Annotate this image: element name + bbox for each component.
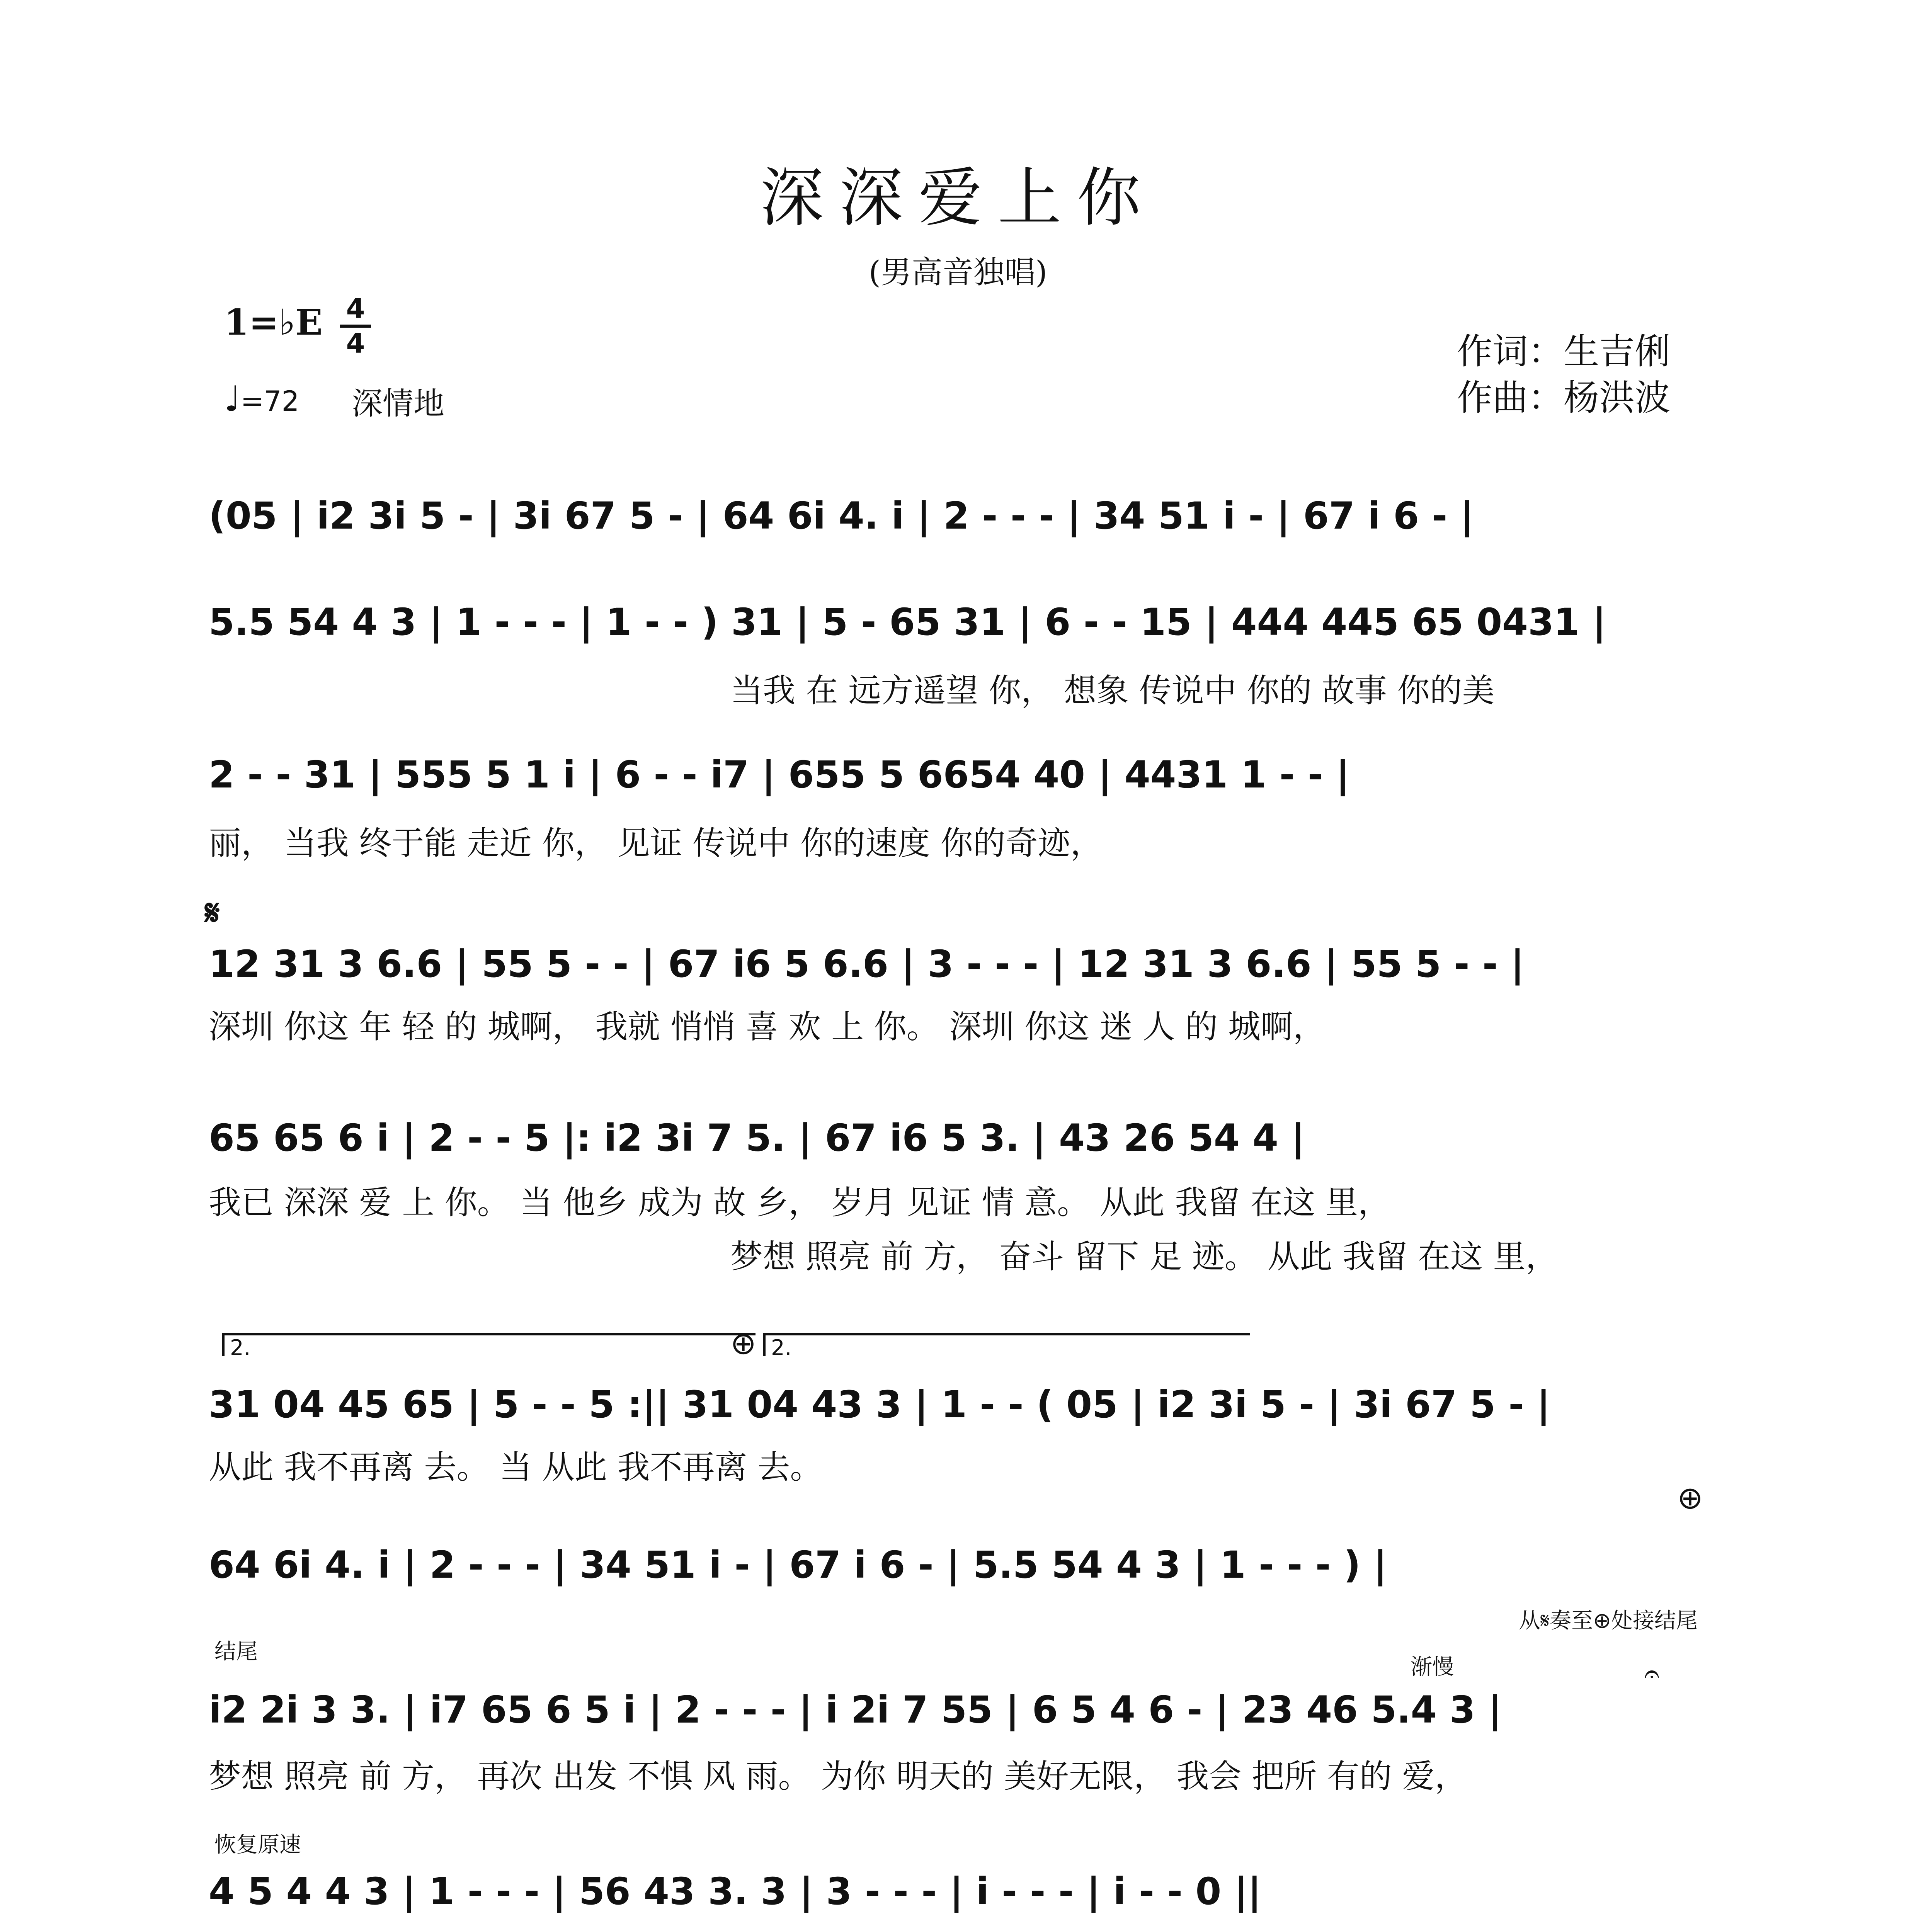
time-signature [340,294,371,359]
song-subtitle: (男高音独唱) [868,254,1048,290]
notes-line: 64 6i 4. i | 2 - - - | 34 51 i - | 67 i 6 - | 5.5 54 4 3 | 1 - - - ) | [209,1543,1387,1587]
notes-line: 5.5 54 4 3 | 1 - - - | 1 - - ) 31 | 5 - 65 31 | 6 - - 15 | 444 445 65 0431 | [209,600,1606,644]
notes-line: i2 2i 3 3. | i7 65 6 5 i | 2 - - - | i 2i 7 55 | 6 5 4 6 - | 23 46 5.4 3 | [209,1688,1502,1731]
meter-bottom: 4 [346,328,365,359]
coda-icon: ⊕ [1677,1480,1703,1516]
meter-top: 4 [346,293,365,325]
song-title: 深深爱上你 [760,161,1156,235]
credits [1457,328,1670,421]
notes-line: 12 31 3 6.6 | 55 5 - - | 67 i6 5 6.6 | 3 - - - | 12 31 3 6.6 | 55 5 - - | [209,942,1525,986]
lyrics-line: 丽， 当我 终于能 走近 你， 见证 传说中 你的速度 你的奇迹， [209,824,1103,862]
volta-bracket-2: 2. [763,1333,1250,1356]
lyrics-line: 从此 我不再离 去。 当 从此 我不再离 去。 [209,1448,823,1486]
coda-icon: ⊕ [730,1325,757,1361]
lyrics-line: 当我 在 远方遥望 你， 想象 传说中 你的 故事 你的美 [730,672,1495,709]
key-signature: 1=♭E [224,301,323,343]
tempo-marking [224,379,299,419]
notes-line: 4 5 4 4 3 | 1 - - - | 56 43 3. 3 | 3 - - - | i - - - | i - - 0 || [209,1870,1261,1913]
dal-segno-instruction: 从𝄋奏至⊕处接结尾 [1519,1608,1698,1633]
quarter-note-icon: ♩ [224,379,241,419]
lyrics-line: 深圳 你这 年 轻 的 城啊， 我就 悄悄 喜 欢 上 你。 深圳 你这 迷 人 的 城啊， [209,1008,1326,1046]
ritardando-marking: 渐慢 [1411,1655,1454,1680]
meter-divider [340,325,371,328]
notes-line: 2 - - 31 | 555 5 1 i | 6 - - i7 | 655 5 6654 40 | 4431 1 - - | [209,753,1350,796]
notes-line: 31 04 45 65 | 5 - - 5 :|| 31 04 43 3 | 1 - - ( 05 | i2 3i 5 - | 3i 67 5 - | [209,1383,1550,1426]
composer-credit: 作曲：杨洪波 [1457,377,1671,418]
tempo-value: =72 [240,385,299,417]
a-tempo-marking: 恢复原速 [214,1832,301,1857]
lyrics-line-second-verse: 梦想 照亮 前 方， 奋斗 留下 足 迹。 从此 我留 在这 里， [730,1238,1558,1276]
lyricist-credit: 作词：生吉俐 [1457,331,1671,372]
fermata-icon: 𝄐 [1644,1658,1659,1689]
lyrics-line: 梦想 照亮 前 方， 再次 出发 不惧 风 雨。 为你 明天的 美好无限， 我会 把所 有的 爱， [209,1757,1467,1795]
expression-marking: 深情地 [352,386,444,422]
notes-line: (05 | i2 3i 5 - | 3i 67 5 - | 64 6i 4. i | 2 - - - | 34 51 i - | 67 i 6 - | [209,494,1474,537]
ending-label: 结尾 [214,1639,258,1664]
volta-bracket-1: 2. [222,1333,756,1356]
lyrics-line [209,1930,1716,1932]
lyrics-line: 我已 深深 爱 上 你。 当 他乡 成为 故 乡， 岁月 见证 情 意。 从此 我留 在这 里， [209,1184,1390,1221]
notes-line: 65 65 6 i | 2 - - 5 |: i2 3i 7 5. | 67 i6 5 3. | 43 26 54 4 | [209,1116,1305,1160]
segno-icon: 𝄋 [205,893,220,933]
